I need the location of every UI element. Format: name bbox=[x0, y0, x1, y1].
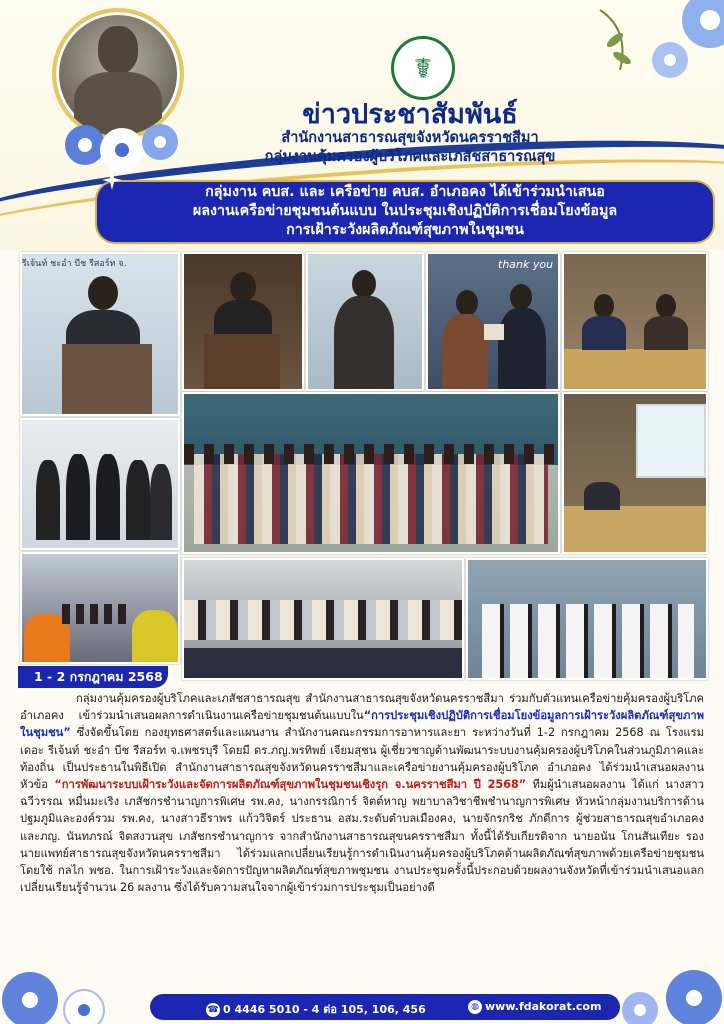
photo-presenter bbox=[306, 252, 424, 391]
headline: กลุ่มงาน คบส. และ เครือข่าย คบส. อำเภอคง ได้เข้าร่วมนำเสนอ ผลงานเครือข่ายชุมชนต้นแบบ ในประชุมเชิงปฏิบัติการเชื่อมโยงข้อมูล การเฝ้าระวังผลิตภัณฑ์สุขภาพในชุมชน bbox=[192, 184, 618, 238]
photo-team-large bbox=[466, 558, 708, 680]
page-title: ข่าวประชาสัมพันธ์ bbox=[302, 99, 518, 130]
article-body bbox=[20, 690, 704, 896]
photo-screen bbox=[562, 392, 708, 554]
event-name-highlight: “การประชุมเชิงปฏิบัติการเชื่อมโยงข้อมูลการเฝ้าระวังผลิตภัณฑ์สุขภาพในชุมชน” bbox=[20, 709, 704, 740]
caduceus-icon: ☤ bbox=[413, 51, 433, 85]
photo-audience-2 bbox=[182, 558, 464, 680]
photo-panel bbox=[562, 252, 708, 391]
globe-icon: ◍ bbox=[468, 1000, 482, 1014]
date-label: 1 - 2 กรกฎาคม 2568 bbox=[18, 666, 168, 688]
photo-speaker-1: รีเจ้นท์ ชะอำ บีช รีสอร์ท จ. bbox=[20, 252, 180, 416]
flower-decoration-left bbox=[60, 110, 190, 180]
footer-website[interactable]: ◍ www.fdakorat.com bbox=[468, 1000, 601, 1014]
photo-team-small bbox=[20, 418, 180, 550]
photo-speaker-2 bbox=[182, 252, 304, 391]
article-paragraph: กลุ่มงานคุ้มครองผู้บริโภคและเภสัชสาธารณสุข สำนักงานสาธารณสุขจังหวัดนครราชสีมา ร่วมกับตัวแทนเครือข่ายคุ้มครองผู้บริโภคอำเภอคง เข้าร่วมนำเสนอผลการดำเนินงานเครือข่ายชุมชนต้นแบบใน“การประชุมเชิงปฏิบัติการเชื่อมโยงข้อมูลการเฝ้าระวังผลิตภัณฑ์สุขภาพในชุมชน” ซึ่งจัดขึ้นโดย กองยุทธศาสตร์และแผนงาน สำนักงานคณะกรรมการอาหารและยา ระหว่างวันที่ 1-2 กรกฎาคม 2568 ณ โรงแรม เดอะ รีเจ้นท์ ชะอำ บีช รีสอร์ท จ.เพชรบุรี โดยมี ดร.ภญ.พรทิพย์ เจียมสุชน ผู้เชี่ยวชาญด้านพัฒนาระบบงานคุ้มครองผู้บริโภคในส่วนภูมิภาคและท้องถิ่น เป็นประธานในพิธีเปิด สำนักงานสาธารณสุขจังหวัดนครราชสีมาและเครือข่ายงานคุ้มครองผู้บริโภค อำเภอคง ได้ร่วมนำเสนอผลงานหัวข้อ “การพัฒนาระบบเฝ้าระวังและจัดการผลิตภัณฑ์สุขภาพในชุมชนเชิงรุก จ.นครราชสีมา ปี 2568” ทีมผู้นำเสนอผลงาน ได้แก่ นางสาวฉวีวรรณ หมื่นมะเริง เภสัชกรชำนาญการพิเศษ รพ.คง, นางกรรณิการ์ จิตต์หาญ พยาบาลวิชาชีพชำนาญการพิเศษ หัวหน้ากลุ่มงานบริการด้านปฐมภูมิและองค์รวม รพ.คง, นางสาวธีราพร แก้ววิจิตร์ ประธาน อสม.ระดับตำบลเมืองคง, นายจักรกริช ภักดีการ ผู้ช่วยสาธารณสุขอำเภอคง และภญ. นันทภรณ์ จิตสงวนสุข เภสัชกรชำนาญการ จากสำนักงานสาธารณสุขนครราชสีมา ทั้งนี้ได้รับเกียรติจาก นายอนัน โกนสันเทียะ รองนายแพทย์สาธารณสุขจังหวัดนครราชสีมา ได้ร่วมแลกเปลี่ยนเรียนรู้การดำเนินงานคุ้มครองผู้บริโภคด้านผลิตภัณฑ์สุขภาพด้วยเครือข่ายชุมชน โดยใช้ กลไก พชอ. ในการเฝ้าระวังและจัดการปัญหาผลิตภัณฑ์สุขภาพชุมชน งานประชุมครั้งนี้ประกอบด้วยผลงานจังหวัดที่เข้าร่วมนำเสนอแลกเปลี่ยนเรียนรู้จำนวน 26 ผลงาน ซึ่งได้รับความสนใจจากผู้เข้าร่วมการประชุมเป็นอย่างดี bbox=[20, 692, 704, 895]
photo-audience-1 bbox=[20, 552, 180, 664]
footer-contact-bar bbox=[150, 994, 620, 1020]
photo-award: thank you bbox=[426, 252, 560, 391]
footer-phone: ☎ 0 4446 5010 - 4 ต่อ 105, 106, 456 bbox=[207, 1003, 426, 1016]
agency-logo bbox=[391, 36, 455, 100]
photo-group bbox=[182, 392, 560, 554]
org-name: สำนักงานสาธารณสุขจังหวัดนครราชสีมา กลุ่มงานคุ้มครองผู้บริโภคและเภสัชสาธารณสุข bbox=[264, 130, 556, 165]
phone-icon: ☎ bbox=[207, 1005, 219, 1015]
flower-decoration-top-right bbox=[560, 0, 724, 110]
topic-highlight: “การพัฒนาระบบเฝ้าระวังและจัดการผลิตภัณฑ์สุขภาพในชุมชนเชิงรุก จ.นครราชสีมา ปี 2568” bbox=[54, 778, 527, 792]
